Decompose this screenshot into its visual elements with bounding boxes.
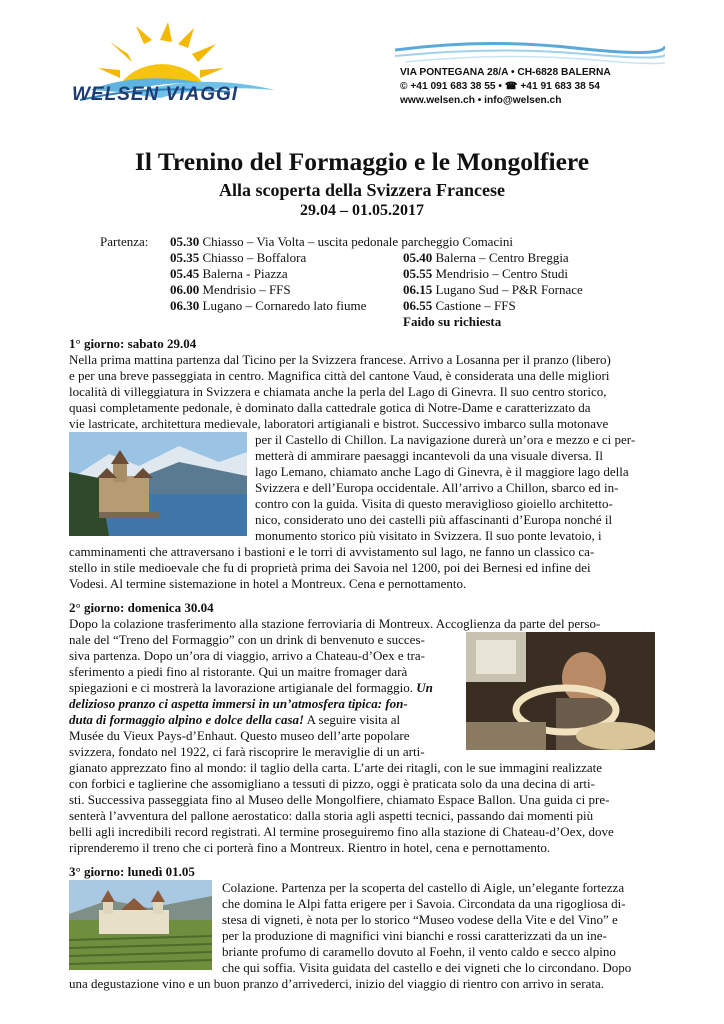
departure-note: Faido su richiesta <box>403 314 502 329</box>
departure-row: 06.15 Lugano Sud – P&R Fornace <box>403 282 583 297</box>
page-title: Il Trenino del Formaggio e le Mongolfiere <box>134 147 590 176</box>
departure-row: 06.55 Castione – FFS <box>403 298 516 313</box>
day1-text-top: Nella prima mattina partenza dal Ticino per la Svizzera francese. Arrivo a Losanna per il pranzo (libero) e per una breve passeggiata in centro. Magnifica città del cantone Vaud, è considerata una delle migliori località di villeggiatura in Svizzera e chiamata anche la perla del Lago di Ginevra. Il suo centro storico, quasi completamente pedonale, è dominato dalla cattedrale gotica di Notre-Dame e caratterizzato da vie lastricate, architettura medievale, laboratori artigianali e bistrot. Successivo imbarco sulla motonave <box>69 352 611 431</box>
departure-label: Partenza: <box>100 234 149 249</box>
departure-row: 05.30 Chiasso – Via Volta – uscita pedonale parcheggio Comacini <box>170 234 513 249</box>
day1-text-bottom: camminamenti che attraversano i bastioni e le torri di avvistamento sul lago, ne fanno un classico ca- stello in stile medioevale che fu di proprietà prima dei Savoia nel 1200, poi dei Bernesi ed infine dei Vodesi. Al termine sistemazione in hotel a Montreux. Cena e pernottamento. <box>69 544 595 591</box>
contact-block <box>400 66 611 108</box>
departure-row: 05.55 Mendrisio – Centro Studi <box>403 266 569 281</box>
departure-row: 05.45 Balerna - Piazza <box>170 266 288 281</box>
page-subtitle: Alla scoperta della Svizzera Francese <box>219 180 505 200</box>
departure-row: 06.30 Lugano – Cornaredo lato fiume <box>170 298 367 313</box>
day1-text-wrap: per il Castello di Chillon. La navigazione durerà un’ora e mezzo e ci per- metterà di ammirare paesaggi incantevoli da una visuale diversa. Il lago Lemano, chiamato anche Lago di Ginevra, è il maggiore lago della Svizzera e dell’Europa occidentale. All’arrivo a Chillon, sbarco ed in- contro con la guida. Visita di questo meraviglioso gioiello architetto- nico, considerato uno dei castelli più affascinanti d’Europa nonché il monumento storico più visitato in Svizzera. Il suo ponte levatoio, i <box>255 432 636 543</box>
wave-decoration <box>395 38 665 68</box>
day3-text-wrap: Colazione. Partenza per la scoperta del castello di Aigle, un’elegante fortezza che domina le Alpi fatta erigere per i Savoia. Circondata da una rigogliosa di- stesa di vigneti, è nota per lo storico “Museo vodese della Vite e del Vino” e per la produzione di magnifici vini bianchi e rossi caratterizzati da un ine- briante profumo di caramello dovuto al Foehn, il vento caldo e secco alpino che qui soffia. Visita guidata del castello e dei vigneti che lo circondano. Dopo <box>222 880 632 975</box>
brand-name: WELSEN VIAGGI <box>72 84 239 105</box>
departure-row: 05.40 Balerna – Centro Breggia <box>403 250 569 265</box>
contact-phone: © +41 091 683 38 55 • ☎ +41 91 683 38 54 <box>400 81 600 92</box>
day2-text-bottom: gianato apprezzato fino al mondo: il taglio della carta. L’arte dei ritagli, con le sue immagini realizzate con forbici e taglierine che assomigliano a tessuti di pizzo, oggi è praticata solo da una decina di arti- sti. Successiva passeggiata fino al Museo delle Mongolfiere, chiamato Espace Ballon. Una guida ci pre- senterà l’avventura del pallone aerostatico: dalla storia agli aspetti tecnici, passando dai momenti più belli agli incredibili record registrati. Al termine proseguiremo fino alla stazione di Chateau-d’Oex, dove riprenderemo il treno che ci porterà fino a Montreux. Rientro in hotel, cena e pernottamento. <box>69 760 614 855</box>
departure-row: 05.35 Chiasso – Boffalora <box>170 250 307 265</box>
day2-text-wrap: nale del “Treno del Formaggio” con un drink di benvenuto e succes- siva partenza. Dopo un’ora di viaggio, arrivo a Chateau-d’Oex e tra- sferimento a piedi fino al ristorante. Qui un maitre fromager darà spiegazioni e ci mostrerà la lavorazione artigianale del formaggio. Un delizioso pranzo ci aspetta immersi in un’atmosfera tipica: fon- duta di formaggio alpino e dolce della casa! A seguire visita al Musée du Vieux Pays-d’Enhaut. Questo museo dell’arte popolare svizzera, fondato nel 1922, ci farà riscoprire le meraviglie di un arti- <box>69 632 433 759</box>
contact-web[interactable]: www.welsen.ch • info@welsen.ch <box>400 95 562 106</box>
chillon-castle-image <box>69 432 247 536</box>
day2-heading: 2° giorno: domenica 30.04 <box>69 600 214 615</box>
day2-text-top: Dopo la colazione trasferimento alla stazione ferroviaria di Montreux. Accoglienza da parte del perso- <box>69 616 601 631</box>
trip-dates: 29.04 – 01.05.2017 <box>300 202 424 219</box>
day3-text-bottom: una degustazione vino e un buon pranzo d’arrivederci, inizio del viaggio di rientro con arrivo in serata. <box>69 976 604 991</box>
departure-row: 06.00 Mendrisio – FFS <box>170 282 291 297</box>
day3-heading: 3° giorno: lunedì 01.05 <box>69 864 195 879</box>
sun-logo-icon <box>60 20 290 130</box>
contact-address: VIA PONTEGANA 28/A • CH-6828 BALERNA <box>400 67 611 78</box>
day1-heading: 1° giorno: sabato 29.04 <box>69 336 197 351</box>
cheesemaker-image <box>466 632 655 750</box>
aigle-castle-image <box>69 880 212 970</box>
